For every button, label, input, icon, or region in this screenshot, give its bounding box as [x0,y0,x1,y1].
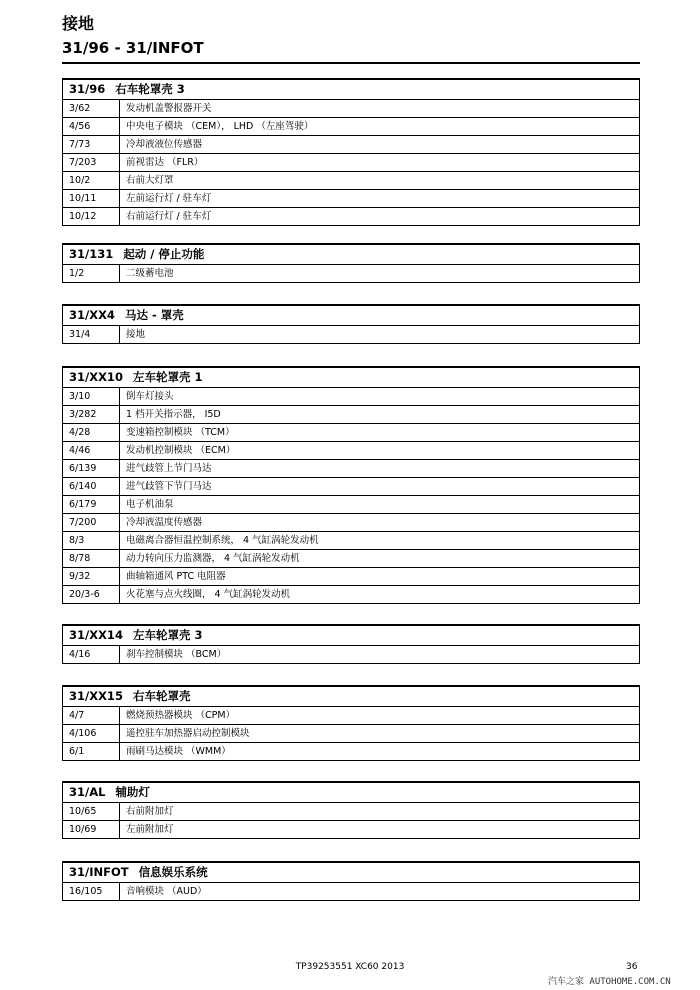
component-description: 音响模块 （AUD） [126,886,207,897]
ground-point-id: 31/INFOT [69,865,129,879]
ground-point-table [62,78,640,226]
component-code: 1/2 [63,265,120,282]
component-code: 10/12 [63,208,120,225]
table-row [63,388,639,405]
component-code: 7/203 [63,154,120,171]
table-body [63,883,639,900]
table-row [63,423,639,441]
component-description: 雨刷马达模块 （WMM） [126,746,231,757]
component-description: 发动机控制模块 （ECM） [126,445,236,456]
component-description: 冷却液液位传感器 [126,139,203,150]
table-row [63,707,639,724]
component-code: 10/2 [63,172,120,189]
table-header [63,306,639,326]
ground-point-id: 31/AL [69,785,106,799]
ground-point-title: 右车轮罩壳 [132,689,191,703]
table-body [63,326,639,343]
top-divider [62,62,640,64]
component-code: 7/73 [63,136,120,153]
component-code: 20/3-6 [63,586,120,603]
table-body [63,388,639,603]
table-body [63,707,639,760]
component-code: 6/139 [63,460,120,477]
ground-point-id: 31/XX10 [69,370,123,384]
component-description: 变速箱控制模块 （TCM） [126,427,235,438]
component-description: 接地 [126,329,146,340]
ground-point-title: 左车轮罩壳 3 [132,628,203,642]
component-code: 3/10 [63,388,120,405]
component-description: 1 档开关指示器， I5D [126,409,221,420]
table-row [63,100,639,117]
table-row [63,820,639,838]
footer-page-number: 36 [626,962,638,972]
component-description: 右前运行灯 / 驻车灯 [126,211,212,222]
table-row [63,646,639,663]
ground-point-table [62,243,640,283]
component-description: 电子机油泵 [126,499,174,510]
component-description: 刹车控制模块 （BCM） [126,649,227,660]
component-code: 9/32 [63,568,120,585]
component-description: 倒车灯接头 [126,391,174,402]
component-code: 10/65 [63,803,120,820]
ground-point-table [62,366,640,604]
table-header [63,863,639,883]
ground-point-title: 信息娱乐系统 [138,865,208,879]
component-description: 前视雷达 （FLR） [126,157,204,168]
ground-point-table [62,624,640,664]
ground-point-title: 起动 / 停止功能 [123,247,205,261]
component-description: 进气歧管上节门马达 [126,463,212,474]
table-body [63,803,639,838]
table-row [63,567,639,585]
table-row [63,724,639,742]
table-row [63,513,639,531]
component-code: 3/282 [63,406,120,423]
component-code: 4/28 [63,424,120,441]
table-row [63,207,639,225]
table-row [63,135,639,153]
component-description: 中央电子模块 （CEM）， LHD （左座驾驶） [126,121,314,132]
component-description: 动力转向压力监测器， 4 气缸涡轮发动机 [126,553,300,564]
table-header [63,687,639,707]
component-description: 进气歧管下节门马达 [126,481,212,492]
component-code: 8/3 [63,532,120,549]
component-code: 6/1 [63,743,120,760]
component-description: 二级蓄电池 [126,268,174,279]
table-row [63,117,639,135]
component-code: 16/105 [63,883,120,900]
table-header [63,783,639,803]
ground-point-title: 右车轮罩壳 3 [115,82,185,96]
ground-point-title: 辅助灯 [115,785,150,799]
table-row [63,495,639,513]
ground-point-title: 马达 - 罩壳 [124,308,184,322]
ground-point-table [62,861,640,901]
component-description: 左前附加灯 [126,824,174,835]
ground-point-id: 31/XX4 [69,308,115,322]
component-code: 3/62 [63,100,120,117]
footer-doc-ref: TP39253551 XC60 2013 [295,962,405,972]
table-body [63,100,639,225]
component-code: 4/16 [63,646,120,663]
table-row [63,441,639,459]
table-row [63,405,639,423]
component-description: 冷却液温度传感器 [126,517,203,528]
ground-point-title: 左车轮罩壳 1 [132,370,203,384]
component-description: 发动机盖警报器开关 [126,103,212,114]
component-code: 6/179 [63,496,120,513]
ground-point-id: 31/XX15 [69,689,123,703]
component-code: 4/56 [63,118,120,135]
page-subtitle: 31/96 - 31/INFOT [62,39,204,57]
table-row [63,153,639,171]
component-description: 电磁离合器恒温控制系统， 4 气缸涡轮发动机 [126,535,319,546]
component-code: 4/106 [63,725,120,742]
ground-point-table [62,304,640,344]
component-code: 10/69 [63,821,120,838]
table-row [63,531,639,549]
component-description: 右前附加灯 [126,806,174,817]
table-header [63,80,639,100]
table-body [63,646,639,663]
ground-point-id: 31/96 [69,82,106,96]
component-description: 左前运行灯 / 驻车灯 [126,193,212,204]
component-code: 6/140 [63,478,120,495]
component-code: 4/7 [63,707,120,724]
table-row [63,326,639,343]
watermark-text: 汽车之家 AUTOHOME.COM.CN [548,977,671,987]
table-row [63,883,639,900]
component-code: 31/4 [63,326,120,343]
component-code: 8/78 [63,550,120,567]
table-row [63,265,639,282]
table-row [63,189,639,207]
component-description: 遥控驻车加热器启动控制模块 [126,728,250,739]
table-header [63,245,639,265]
component-code: 4/46 [63,442,120,459]
table-row [63,171,639,189]
table-header [63,368,639,388]
ground-point-id: 31/131 [69,247,114,261]
component-code: 10/11 [63,190,120,207]
table-row [63,477,639,495]
ground-point-table [62,781,640,839]
table-row [63,459,639,477]
table-body [63,265,639,282]
table-row [63,803,639,820]
component-description: 右前大灯罩 [126,175,174,186]
table-header [63,626,639,646]
table-row [63,585,639,603]
ground-point-id: 31/XX14 [69,628,123,642]
table-row [63,742,639,760]
page-title: 接地 [62,14,95,33]
ground-point-table [62,685,640,761]
component-code: 7/200 [63,514,120,531]
component-description: 火花塞与点火线圈， 4 气缸涡轮发动机 [126,589,291,600]
component-description: 燃烧预热器模块 （CPM） [126,710,236,721]
table-row [63,549,639,567]
component-description: 曲轴箱通风 PTC 电阻器 [126,571,226,582]
